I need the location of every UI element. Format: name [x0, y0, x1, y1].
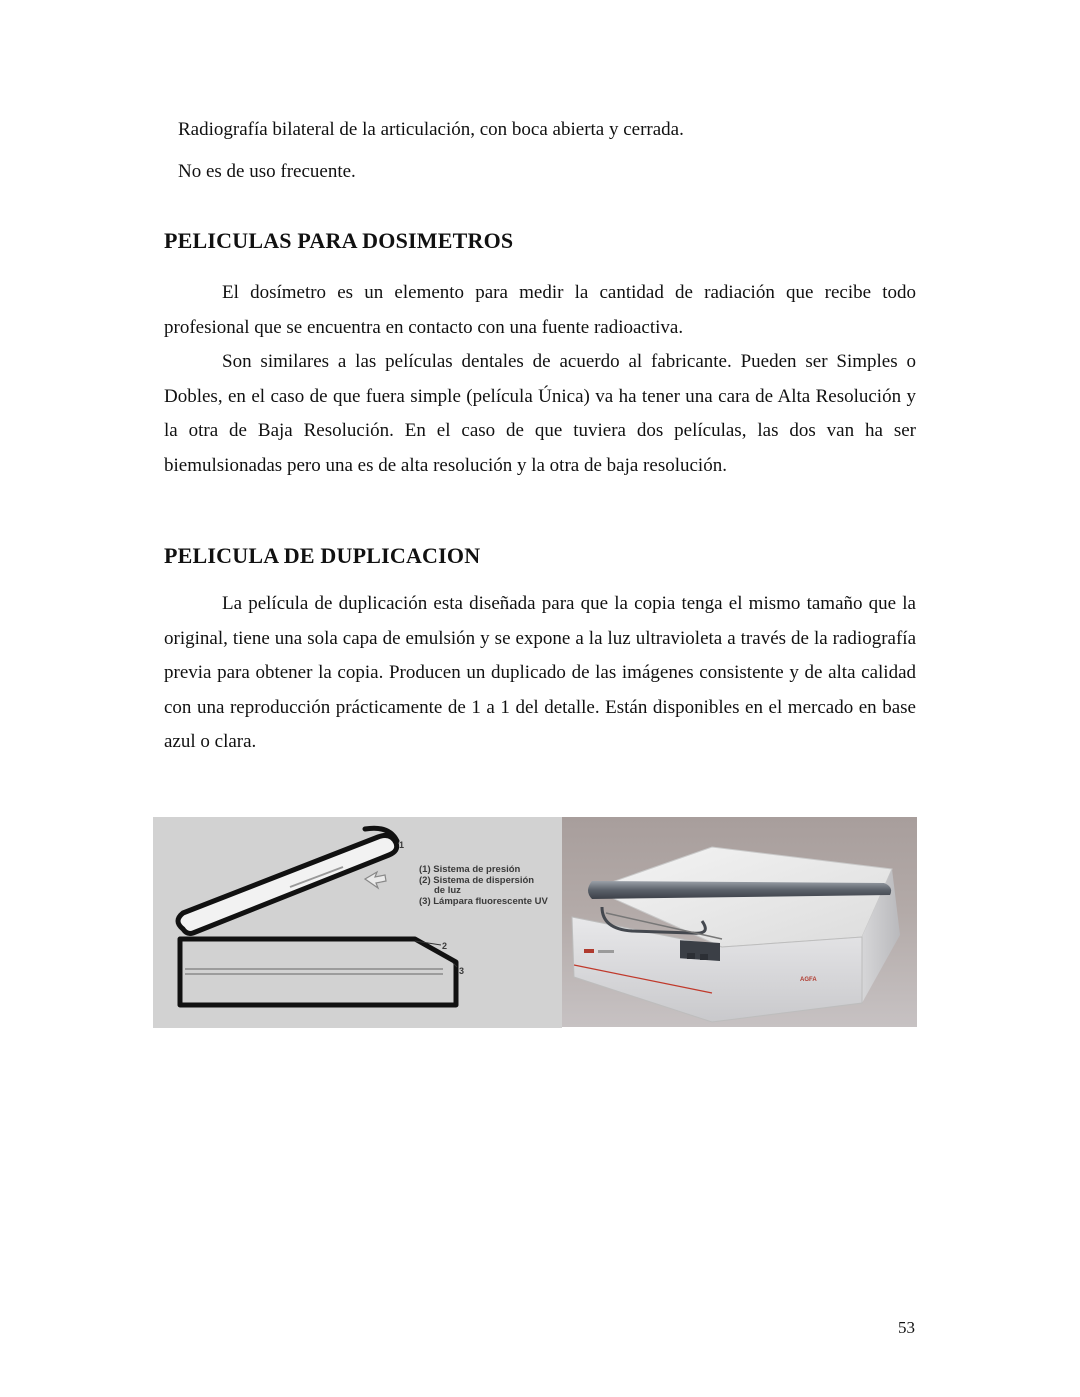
page-number: 53: [898, 1318, 915, 1337]
intro-line-2: No es de uso frecuente.: [178, 161, 356, 182]
legend-item-3: (3) Lámpara fluorescente UV: [419, 895, 548, 907]
callout-2: 2: [442, 941, 448, 951]
legend-item-2-cont: de luz: [434, 885, 461, 896]
duplicator-device-illustration: [562, 817, 917, 1027]
brand-label: AGFA: [800, 977, 817, 983]
duplicator-diagram-drawing: [153, 817, 562, 1028]
section-title-dosimetros: PELICULAS PARA DOSIMETROS: [164, 228, 514, 253]
paragraph-duplicacion: La película de duplicación esta diseñada para que la copia tenga el mismo tamaño que la original, tiene una sola capa de emulsión y se expone a la luz ultravioleta a través de la radiografía previa para obtener la copia. Producen un duplicado de las imágenes consistente y de alta calidad con una reproducción prácticamente de 1 a 1 del detalle. Están disponibles en el mercado en base azul o clara.: [164, 593, 916, 752]
callout-3: 3: [459, 966, 465, 976]
intro-line-1: Radiografía bilateral de la articulación, con boca abierta y cerrada.: [178, 119, 684, 140]
legend-item-2: (2) Sistema de dispersión: [419, 874, 535, 886]
duplicator-photo: [562, 817, 917, 1027]
paragraph-dosimetro-types: Son similares a las películas dentales de acuerdo al fabricante. Pueden ser Simples o Dobles, en el caso de que fuera simple (película Única) va ha tener una cara de Alta Resolución y la otra de Baja Resolución. En el caso de que tuviera dos películas, las dos van ha ser biemulsionadas pero una es de alta resolución y la otra de baja resolución.: [164, 351, 916, 476]
diagram-legend: [419, 865, 548, 907]
callout-1: 1: [399, 840, 405, 850]
section-body-dosimetros: [164, 276, 916, 483]
legend-item-1: (1) Sistema de presión: [419, 864, 521, 875]
section-body-duplicacion: [164, 587, 916, 760]
paragraph-dosimetro-definition: El dosímetro es un elemento para medir la cantidad de radiación que recibe todo profesional que se encuentra en contacto con una fuente radioactiva.: [164, 282, 916, 338]
section-title-duplicacion: PELICULA DE DUPLICACION: [164, 543, 481, 568]
duplicator-diagram: [153, 817, 562, 1028]
